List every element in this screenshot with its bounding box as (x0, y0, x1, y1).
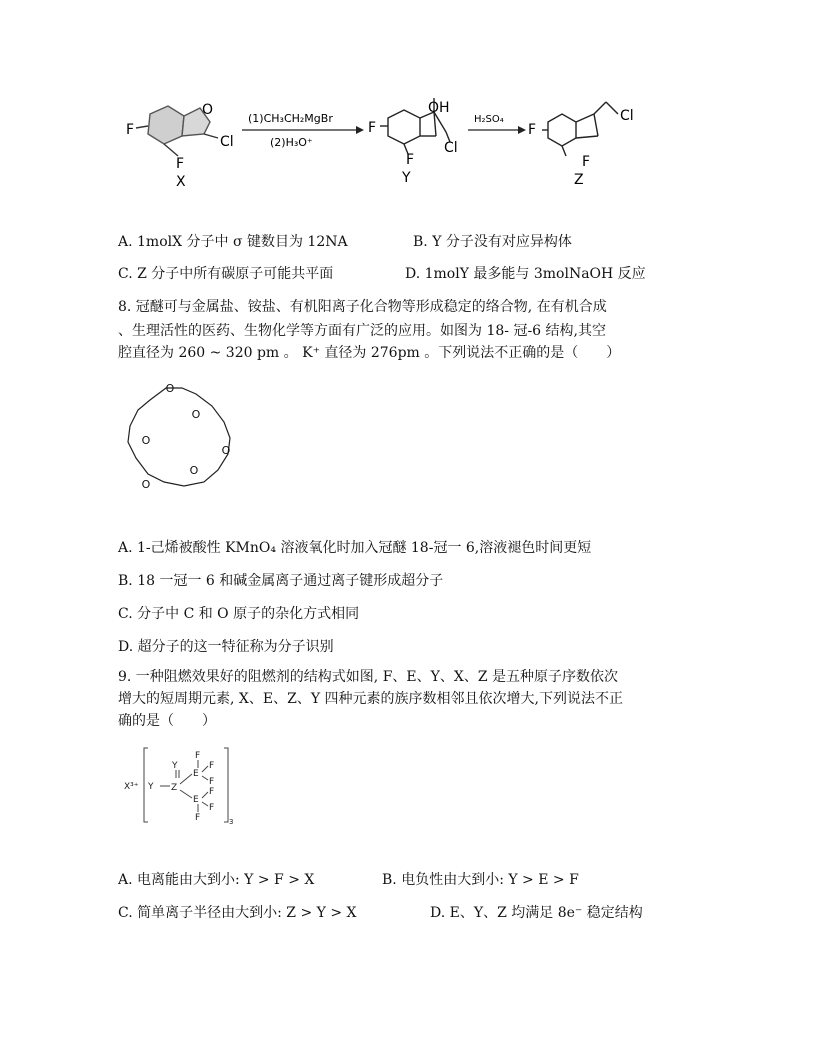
compound-y-label: Y (402, 170, 411, 186)
struct-f-4: F (209, 787, 215, 797)
struct-f-1: F (195, 751, 201, 761)
reagent-step-1: (1)CH₃CH₂MgBr (248, 112, 333, 125)
x-oxygen-label: O (202, 102, 214, 118)
q7-option-a: A. 1molX 分子中 σ 键数目为 12NA (118, 234, 348, 250)
y-hydroxyl-label: OH (428, 100, 450, 116)
crown-oxygen-2: O (191, 408, 201, 421)
crown-oxygen-6: O (141, 434, 151, 447)
compound-z-structure (542, 102, 618, 156)
struct-e-top: E (193, 769, 199, 779)
q8-stem-line-2: 、生理活性的医药、生物化学等方面有广泛的应用。如图为 18- 冠-6 结构,其空 (118, 323, 606, 339)
flame-retardant-structure (120, 744, 240, 826)
q7-option-c: C. Z 分子中所有碳原子可能共平面 (118, 266, 334, 282)
q9-stem-line-2: 增大的短周期元素, X、E、Z、Y 四种元素的族序数相邻且依次增大,下列说法不正 (118, 691, 623, 707)
y-fluoro-label-2: F (406, 152, 415, 168)
y-fluoro-label: F (368, 120, 377, 136)
y-chloro-label: Cl (444, 140, 458, 156)
q9-option-c: C. 简单离子半径由大到小: Z > Y > X (118, 905, 357, 921)
reagent-h2so4: H₂SO₄ (474, 114, 504, 125)
q9-option-a: A. 电离能由大到小: Y > F > X (118, 872, 315, 888)
reaction-arrow-2-head (518, 126, 526, 134)
z-chloro-label: Cl (620, 108, 634, 124)
struct-y-left: Y (148, 782, 154, 792)
crown-ether-18-crown-6-structure (120, 370, 240, 496)
crown-oxygen-3: O (221, 444, 231, 457)
crown-oxygen-4: O (189, 464, 199, 477)
q8-stem-line-3: 腔直径为 260 ~ 320 pm 。 K⁺ 直径为 276pm 。下列说法不正确的是（ ） (118, 345, 621, 361)
q9-option-b: B. 电负性由大到小: Y > E > F (382, 872, 579, 888)
q8-option-d: D. 超分子的这一特征称为分子识别 (118, 639, 334, 655)
right-bracket (224, 748, 228, 822)
q8-stem-line-1: 8. 冠醚可与金属盐、铵盐、有机阳离子化合物等形成稳定的络合物, 在有机合成 (118, 299, 607, 315)
q7-option-d: D. 1molY 最多能与 3molNaOH 反应 (405, 266, 646, 282)
z-fluoro-label: F (528, 122, 537, 138)
struct-f-2: F (209, 761, 215, 771)
crown-oxygen-5: O (141, 478, 151, 491)
compound-z-label: Z (574, 172, 584, 188)
compound-x-label: X (176, 174, 186, 190)
struct-e-bottom: E (193, 795, 199, 805)
struct-f-6: F (195, 813, 201, 823)
x-fluoro-label-2: F (176, 156, 185, 172)
q7-option-b: B. Y 分子没有对应异构体 (413, 234, 572, 250)
struct-x3-cation: X³⁺ (124, 782, 139, 792)
crown-oxygen-1: O (165, 382, 175, 395)
struct-y-top: Y (172, 761, 178, 771)
struct-subscript-3: 3 (229, 818, 234, 826)
q9-stem-line-3: 确的是（ ） (118, 713, 216, 729)
struct-f-3: F (209, 777, 215, 787)
reaction-scheme-figure (118, 92, 642, 192)
x-fluoro-label: F (126, 122, 135, 138)
q9-stem-line-1: 9. 一种阻燃效果好的阻燃剂的结构式如图, F、E、Y、X、Z 是五种原子序数依次 (118, 669, 619, 685)
struct-f-5: F (209, 803, 215, 813)
q8-option-a: A. 1-己烯被酸性 KMnO₄ 溶液氧化时加入冠醚 18-冠一 6,溶液褪色时间更短 (118, 540, 592, 556)
struct-z-center: Z (171, 783, 178, 793)
reaction-arrow-1-head (356, 126, 364, 134)
q8-option-b: B. 18 一冠一 6 和碱金属离子通过离子键形成超分子 (118, 573, 444, 589)
q9-option-d: D. E、Y、Z 均满足 8e⁻ 稳定结构 (430, 905, 643, 921)
q8-option-c: C. 分子中 C 和 O 原子的杂化方式相同 (118, 606, 360, 622)
x-chloro-label: Cl (220, 134, 234, 150)
z-fluoro-label-2: F (582, 154, 591, 170)
reagent-step-2: (2)H₃O⁺ (270, 136, 313, 149)
